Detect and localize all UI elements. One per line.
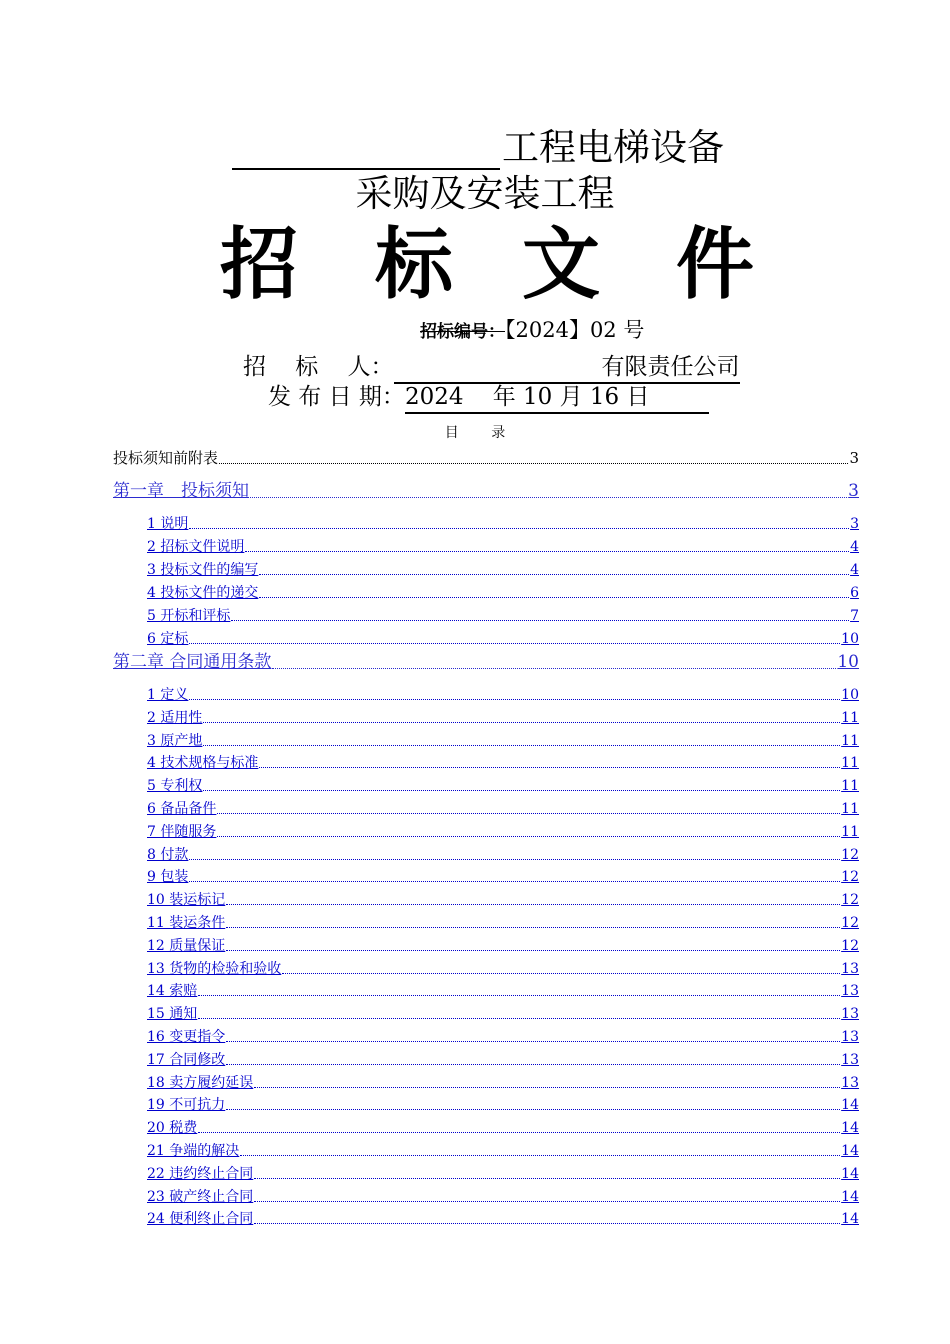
toc-entry[interactable] [147,937,859,955]
toc-entry-label: 19 不可抗力 [147,1097,226,1113]
bid-number-value: 【2024】02 号 [505,318,645,342]
toc-entry-label: 17 合同修改 [147,1052,226,1068]
toc-leader-dots [259,766,840,768]
toc-leader-dots [254,1177,840,1179]
toc-entry[interactable] [147,584,859,602]
toc-leader-dots [219,462,848,464]
toc-entry[interactable] [147,846,859,864]
toc-entry[interactable] [113,480,859,502]
toc-leader-dots [226,1040,840,1042]
toc-entry-label: 10 装运标记 [147,892,226,908]
toc-entry-label: 8 付款 [147,847,189,863]
toc-entry-label: 22 违约终止合同 [147,1166,254,1182]
toc-leader-dots [189,698,840,700]
main-title-char-3: 文 [522,220,601,310]
toc-entry-label: 20 税费 [147,1120,198,1136]
title-line-1-text: 工程电梯设备 [502,126,724,169]
toc-leader-dots [198,994,840,996]
toc-entry-label: 16 变更指令 [147,1029,226,1045]
toc-entry-page: 14 [841,1120,859,1136]
toc-leader-dots [259,596,849,598]
toc-entry-page: 12 [841,892,859,908]
toc-entry-page: 7 [850,608,859,624]
toc-entry[interactable] [147,754,859,772]
toc-entry[interactable] [147,960,859,978]
toc-entry-page: 14 [841,1097,859,1113]
toc-entry-page: 10 [837,652,859,672]
toc-entry-page: 11 [841,801,859,817]
toc-entry-label: 第一章 投标须知 [113,481,249,501]
document-main-title [0,220,950,310]
toc-entry-page: 11 [841,778,859,794]
toc-leader-dots [282,972,840,974]
toc-entry-label: 9 包装 [147,869,189,885]
toc-leader-dots [203,789,840,791]
toc-leader-dots [272,667,836,669]
toc-entry-label: 23 破产终止合同 [147,1189,254,1205]
toc-entry[interactable] [147,732,859,750]
toc-leader-dots [259,573,849,575]
toc-title: 目 录 [444,425,520,441]
main-title-char-1: 招 [220,220,299,310]
toc-entry-page: 14 [841,1166,859,1182]
toc-entry[interactable] [147,1028,859,1046]
toc-entry-page: 11 [841,710,859,726]
toc-entry[interactable] [147,1005,859,1023]
toc-entry-page: 10 [841,631,859,647]
main-title-char-4: 件 [676,220,755,310]
toc-leader-dots [226,1063,840,1065]
toc-entry-label: 21 争端的解决 [147,1143,240,1159]
toc-entry[interactable] [147,515,859,533]
toc-entry-label: 5 专利权 [147,778,203,794]
toc-entry-label: 1 说明 [147,516,189,532]
toc-entry-label: 11 装运条件 [147,915,226,931]
toc-leader-dots [254,1086,840,1088]
toc-entry[interactable] [147,800,859,818]
toc-entry-label: 14 索赔 [147,983,198,999]
toc-entry-page: 14 [841,1143,859,1159]
toc-entry-label: 3 原产地 [147,733,203,749]
toc-entry[interactable] [147,607,859,625]
toc-entry [113,448,859,468]
toc-entry[interactable] [147,982,859,1000]
toc-entry[interactable] [147,1096,859,1114]
toc-entry[interactable] [147,891,859,909]
toc-leader-dots [250,496,847,498]
toc-entry-label: 7 伴随服务 [147,824,217,840]
toc-entry-label: 4 技术规格与标准 [147,755,259,771]
toc-entry-page: 11 [841,824,859,840]
toc-entry-page: 12 [841,938,859,954]
toc-entry[interactable] [147,709,859,727]
toc-entry-page: 12 [841,869,859,885]
toc-entry-page: 13 [841,1006,859,1022]
toc-entry-page: 12 [841,915,859,931]
toc-entry[interactable] [113,651,859,673]
toc-leader-dots [189,527,849,529]
toc-leader-dots [254,1200,840,1202]
main-title-char-2: 标 [375,220,454,310]
toc-entry-page: 11 [841,733,859,749]
toc-entry-page: 12 [841,847,859,863]
toc-leader-dots [226,1108,840,1110]
toc-entry-label: 15 通知 [147,1006,198,1022]
toc-leader-dots [254,1222,840,1224]
toc-leader-dots [226,926,840,928]
toc-entry[interactable] [147,777,859,795]
bid-number-label: 招标编号： [420,322,505,342]
toc-leader-dots [189,642,840,644]
tenderer-value: 有限责任公司 [394,352,740,384]
toc-entry-page: 3 [850,516,859,532]
toc-entry[interactable] [147,1188,859,1206]
date-value: 2024 年 10 月 16 日 [405,382,709,414]
toc-entry-label: 13 货物的检验和验收 [147,961,282,977]
date-row [268,382,709,414]
toc-leader-dots [189,880,840,882]
toc-entry[interactable] [147,1074,859,1092]
toc-entry-page: 3 [848,481,859,501]
toc-entry[interactable] [147,914,859,932]
toc-leader-dots [226,903,840,905]
toc-entry[interactable] [147,561,859,579]
toc-entry[interactable] [147,538,859,556]
toc-entry-page: 13 [841,961,859,977]
toc-leader-dots [240,1154,840,1156]
toc-entry-page: 11 [841,755,859,771]
toc-entry-page: 13 [841,1052,859,1068]
date-label: 发 布 日 期： [268,384,405,410]
toc-entry-label: 2 适用性 [147,710,203,726]
toc-entry-page: 14 [841,1211,859,1227]
toc-entry[interactable] [147,823,859,841]
toc-entry-page: 4 [850,562,859,578]
toc-entry-label: 6 备品备件 [147,801,217,817]
toc-entry-page: 13 [841,1075,859,1091]
toc-entry-page: 13 [841,983,859,999]
toc-leader-dots [226,949,840,951]
toc-entry-label: 24 便利终止合同 [147,1211,254,1227]
toc-leader-dots [245,550,849,552]
toc-leader-dots [203,744,840,746]
tenderer-row [243,352,740,384]
toc-entry-label: 18 卖方履约延误 [147,1075,254,1091]
toc-entry[interactable] [147,1210,859,1228]
toc-entry-label: 6 定标 [147,631,189,647]
toc-entry-page: 6 [850,585,859,601]
toc-leader-dots [203,721,840,723]
toc-entry-label: 3 投标文件的编写 [147,562,259,578]
toc-entry[interactable] [147,630,859,648]
toc-entry-page: 13 [841,1029,859,1045]
toc-entry-page: 14 [841,1189,859,1205]
toc-entry[interactable] [147,1119,859,1137]
toc-entry-label: 投标须知前附表 [113,449,219,467]
toc-entry-label: 4 投标文件的递交 [147,585,259,601]
toc-leader-dots [231,619,849,621]
toc-entry[interactable] [147,1051,859,1069]
toc-entry-label: 12 质量保证 [147,938,226,954]
toc-entry[interactable] [147,868,859,886]
title-line-1 [232,126,724,170]
toc-entry-label: 5 开标和评标 [147,608,231,624]
tenderer-label: 招 标 人： [243,354,394,380]
toc-entry[interactable] [147,686,859,704]
toc-entry-label: 2 招标文件说明 [147,539,245,555]
toc-entry-page: 10 [841,687,859,703]
toc-entry-label: 第二章 合同通用条款 [113,652,272,672]
toc-leader-dots [217,812,840,814]
toc-leader-dots [217,835,840,837]
toc-leader-dots [189,858,840,860]
project-name-blank [232,132,500,170]
toc-entry-page: 3 [849,449,859,467]
toc-leader-dots [198,1017,840,1019]
title-line-2: 采购及安装工程 [355,172,615,215]
toc-entry[interactable] [147,1142,859,1160]
toc-leader-dots [198,1131,840,1133]
toc-entry[interactable] [147,1165,859,1183]
bid-number [420,316,644,346]
toc-entry-label: 1 定义 [147,687,189,703]
toc-entry-page: 4 [850,539,859,555]
